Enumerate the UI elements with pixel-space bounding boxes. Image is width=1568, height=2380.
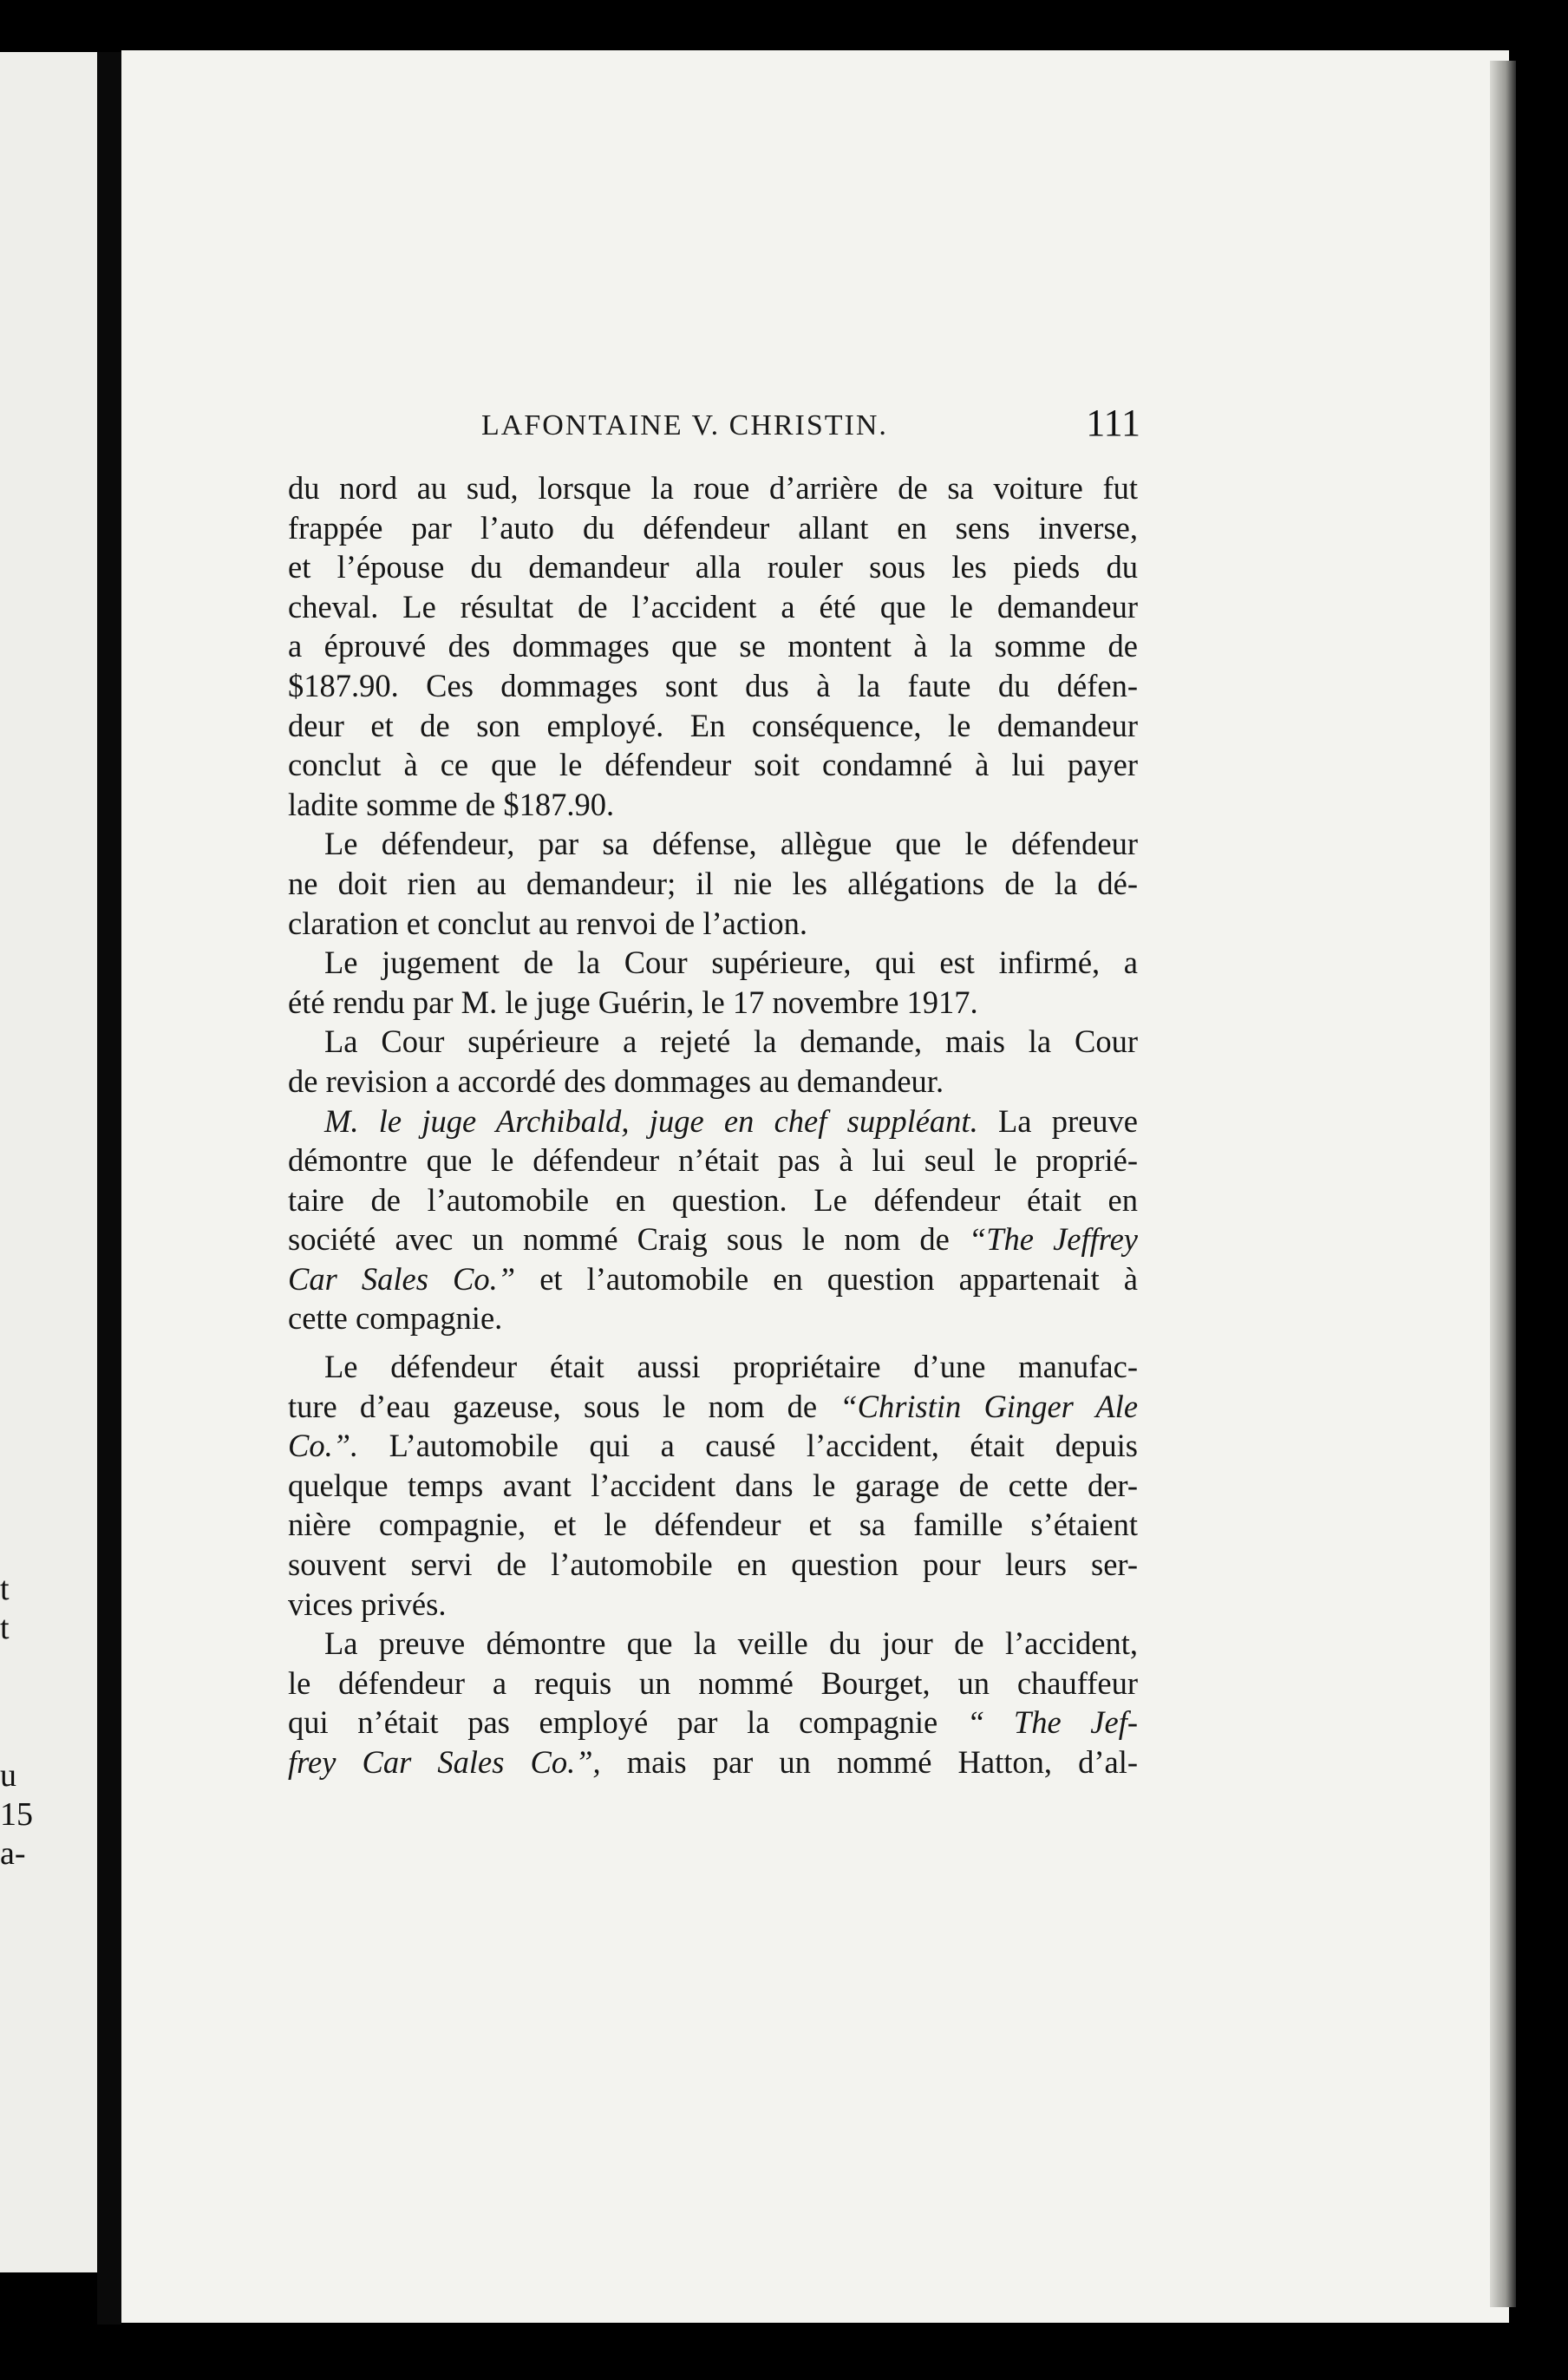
text-line: souvent servi de l’automobile en question pour leurs ser-	[288, 1546, 1138, 1583]
text-line: ture d’eau gazeuse, sous le nom de “Christin Ginger Ale	[288, 1388, 1139, 1424]
text-line: le défendeur a requis un nommé Bourget, un chauffeur	[288, 1664, 1138, 1701]
left-page-fragment: u	[0, 1757, 16, 1794]
left-page-fragment: t	[0, 1571, 10, 1607]
text-line: $187.90. Ces dommages sont dus à la faute du défen-	[288, 667, 1138, 703]
text-line: La Cour supérieure a rejeté la demande, mais la Cour	[324, 1023, 1138, 1060]
text-line: taire de l’automobile en question. Le défendeur était en	[288, 1181, 1138, 1218]
text-line: La preuve démontre que la veille du jour de l’accident,	[324, 1625, 1138, 1662]
text-line: qui n’était pas employé par la compagnie “ The Jef-	[288, 1704, 1139, 1741]
left-page-fragment: 15	[0, 1796, 33, 1833]
left-page-fragment: t	[0, 1610, 10, 1646]
text-line: Le défendeur, par sa défense, allègue que le défendeur	[324, 826, 1138, 862]
text-line: démontre que le défendeur n’était pas à lui seul le proprié-	[288, 1142, 1138, 1179]
text-line: et l’épouse du demandeur alla rouler sous les pieds du	[288, 549, 1138, 585]
text-line: frey Car Sales Co.”, mais par un nommé Hatton, d’al-	[288, 1744, 1138, 1780]
text-line: ne doit rien au demandeur; il nie les allégations de la dé-	[288, 865, 1138, 901]
judge-attribution: M. le juge Archibald, juge en chef suppléant.	[324, 1102, 978, 1139]
page-edge	[1490, 61, 1516, 2307]
running-head: LAFONTAINE V. CHRISTIN.	[481, 409, 888, 441]
text-line: Car Sales Co.” et l’automobile en question appartenait à	[288, 1260, 1139, 1297]
text-line: du nord au sud, lorsque la roue d’arrière de sa voiture fut	[288, 470, 1138, 506]
text-line: Le jugement de la Cour supérieure, qui est infirmé, a	[324, 945, 1138, 981]
text-line: quelque temps avant l’accident dans le garage de cette der-	[288, 1467, 1138, 1503]
left-page-fragment: a-	[0, 1835, 26, 1872]
text-line: cette compagnie.	[288, 1300, 503, 1337]
text-line: deur et de son employé. En conséquence, le demandeur	[288, 707, 1138, 743]
text-line: ladite somme de $187.90.	[288, 786, 615, 822]
page-header	[481, 401, 1140, 461]
text-line: cheval. Le résultat de l’accident a été que le demandeur	[288, 588, 1138, 624]
text-line: frappée par l’auto du défendeur allant en sens inverse,	[288, 509, 1138, 546]
text-line: a éprouvé des dommages que se montent à la somme de	[288, 628, 1138, 664]
text-line: Le défendeur était aussi propriétaire d’une manufac-	[324, 1349, 1138, 1385]
text-line: Co.”. L’automobile qui a causé l’accident, était depuis	[288, 1428, 1138, 1464]
text-line: conclut à ce que le défendeur soit condamné à lui payer	[288, 747, 1138, 783]
text-line: claration et conclut au renvoi de l’action.	[288, 905, 807, 941]
body-text	[288, 468, 1138, 1782]
page-number: 111	[1086, 402, 1140, 444]
text-line: vices privés.	[288, 1586, 447, 1622]
text-line: de revision a accordé des dommages au demandeur.	[288, 1062, 944, 1099]
adjacent-page-edge	[0, 52, 104, 2272]
text-line: M. le juge Archibald, juge en chef suppléant. La preuve	[324, 1102, 1139, 1139]
text-line: été rendu par M. le juge Guérin, le 17 novembre 1917.	[288, 984, 978, 1020]
text-line: société avec un nommé Craig sous le nom de “The Jeffrey	[288, 1221, 1139, 1258]
book-spine	[97, 52, 121, 2324]
text-line: nière compagnie, et le défendeur et sa famille s’étaient	[288, 1507, 1138, 1543]
